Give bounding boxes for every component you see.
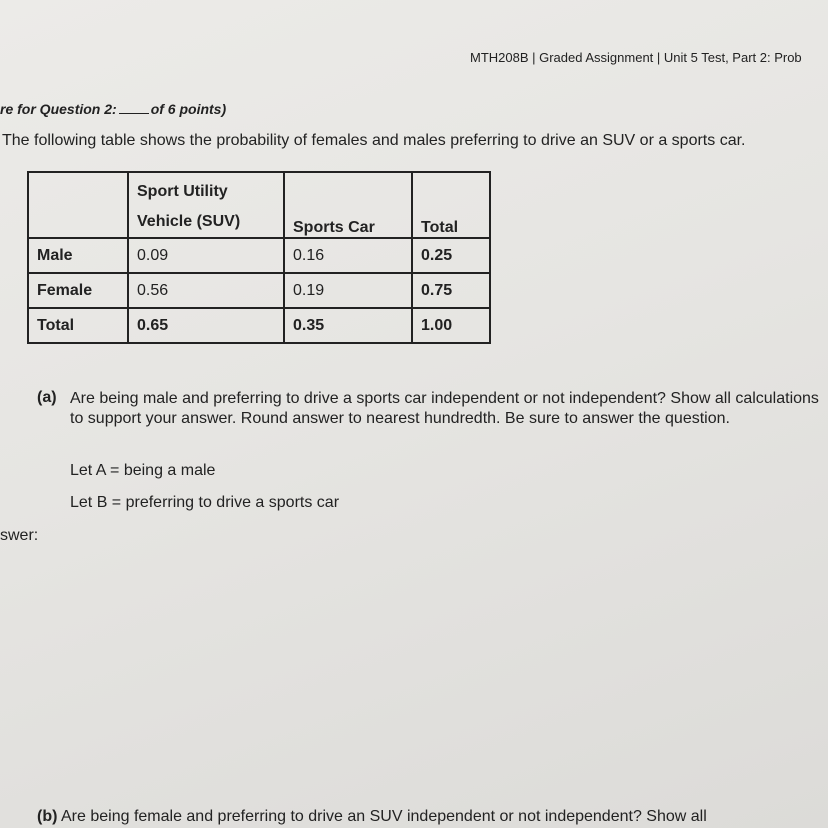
answer-label: swer: [0,527,39,544]
probability-table [27,171,491,344]
question-b-text: Are being female and preferring to drive an SUV independent or not independent? Show all [61,808,707,825]
cell-total-sports: 0.35 [284,308,412,343]
header-sports-car: Sports Car [284,172,412,238]
table-corner-cell [28,172,128,238]
table-row [28,273,490,308]
cell-male-sports: 0.16 [284,238,412,273]
cell-total-total: 1.00 [412,308,490,343]
row-label-total: Total [28,308,128,343]
score-prefix: re for Question 2: [0,101,117,117]
question-a-text: Are being male and preferring to drive a sports car independent or not independent? Show all calculations to support your answer. Round answer to nearest hundredth. Be sure to answer the question. [70,390,819,427]
let-b-definition: Let B = preferring to drive a sports car [70,494,340,511]
header-total: Total [412,172,490,238]
cell-male-total: 0.25 [412,238,490,273]
question-b [37,808,707,826]
cell-female-sports: 0.19 [284,273,412,308]
question-b-label: (b) [37,808,58,825]
header-suv-line1: Sport Utility [137,183,228,200]
header-suv-line2: Vehicle (SUV) [137,213,241,230]
score-line [0,100,226,117]
score-suffix: of 6 points) [150,101,227,117]
table-row [28,238,490,273]
table-row [28,308,490,343]
cell-female-suv: 0.56 [128,273,284,308]
question-a-label: (a) [37,389,57,406]
cell-total-suv: 0.65 [128,308,284,343]
row-label-male: Male [28,238,128,273]
row-label-female: Female [28,273,128,308]
cell-female-total: 0.75 [412,273,490,308]
intro-text: The following table shows the probability of females and males preferring to drive an SUV or a sports car. [2,132,746,149]
header-title: MTH208B | Graded Assignment | Unit 5 Test, Part 2: Prob [470,50,802,65]
cell-male-suv: 0.09 [128,238,284,273]
header-suv [128,172,284,238]
table-header-row [28,172,490,238]
let-a-definition: Let A = being a male [70,462,216,479]
score-blank [119,100,149,114]
